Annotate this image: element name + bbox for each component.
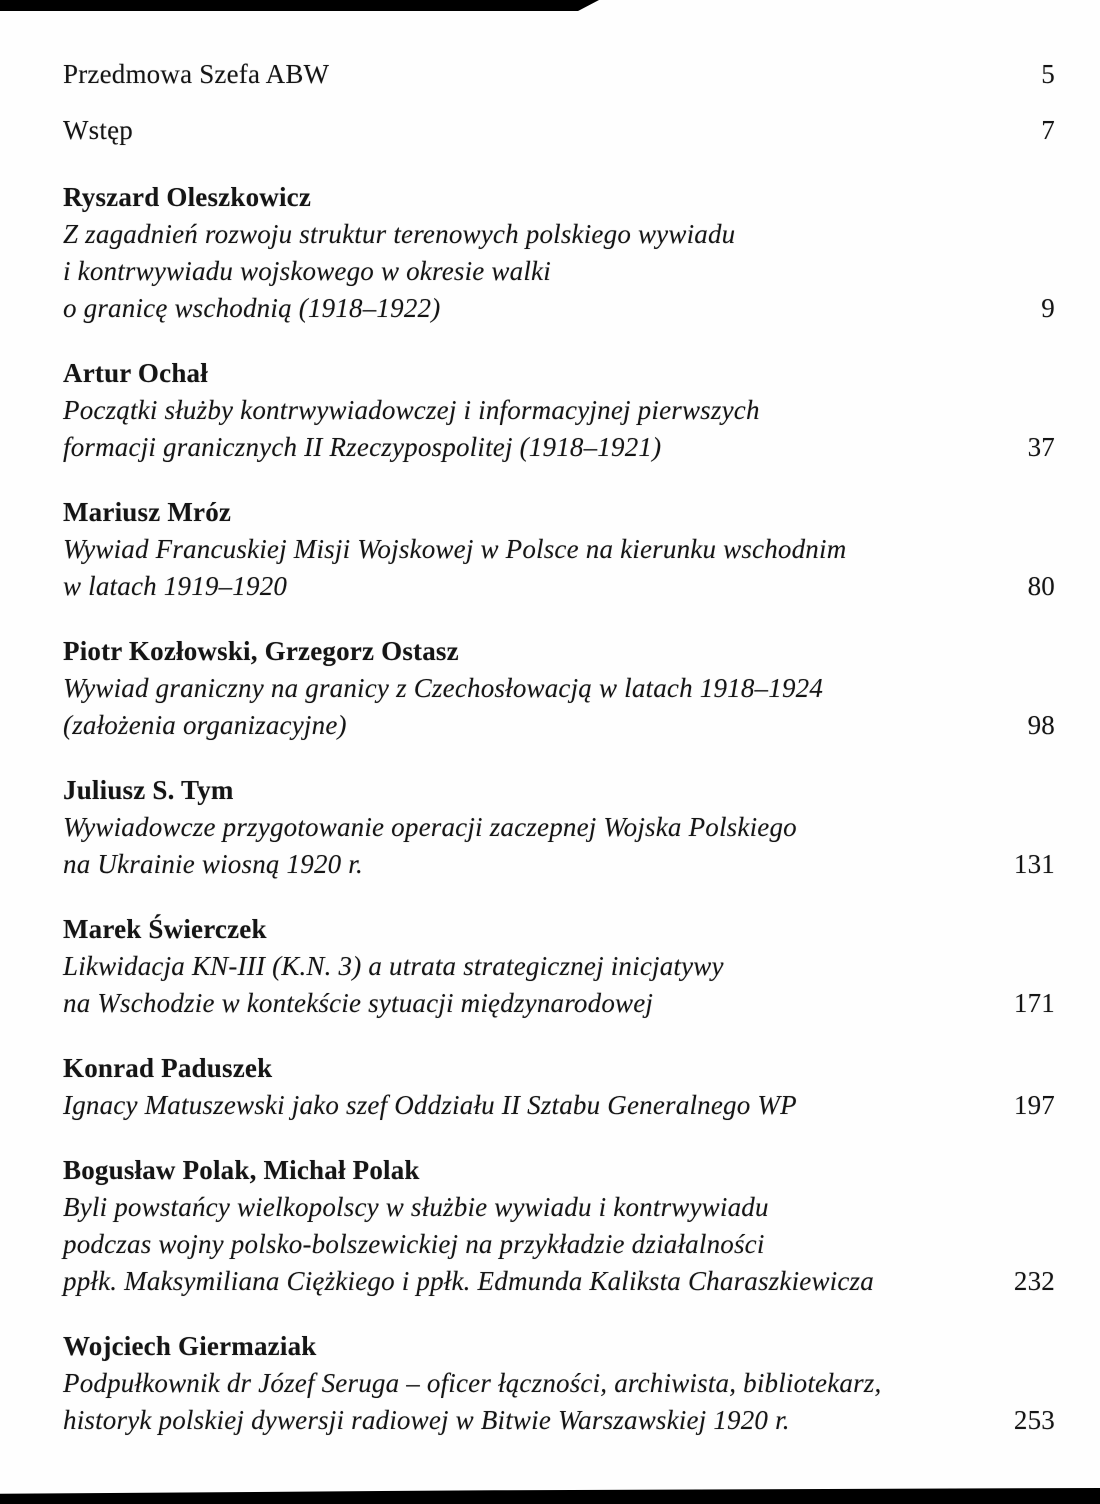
entry-title-line: [63, 1402, 1055, 1439]
toc-entry: [63, 633, 1055, 744]
front-matter-row: [63, 112, 1055, 149]
scan-artifact-bottom-bar: [0, 1488, 1100, 1504]
page-number: 232: [1013, 1266, 1055, 1296]
entry-title-line: [63, 670, 1055, 707]
entry-authors: Konrad Paduszek: [63, 1053, 273, 1083]
entry-title-line: [63, 216, 1055, 253]
entry-title-text: formacji granicznych II Rzeczypospolitej (1918–1921): [63, 432, 662, 462]
entry-authors: Ryszard Oleszkowicz: [63, 182, 312, 212]
page-number: 80: [1027, 571, 1055, 601]
entry-authors: Piotr Kozłowski, Grzegorz Ostasz: [63, 636, 459, 666]
page-number: 9: [1041, 293, 1055, 323]
entry-authors: Mariusz Mróz: [63, 497, 232, 527]
entry-authors: Artur Ochał: [63, 358, 208, 388]
entry-title-line: [63, 1226, 1055, 1263]
page-number: 253: [1013, 1405, 1055, 1435]
entry-title-line: [63, 290, 1055, 327]
toc-entry: [63, 911, 1055, 1022]
entry-title-text: na Ukrainie wiosną 1920 r.: [63, 849, 363, 879]
articles-section: [63, 179, 1055, 1439]
entry-title-text: o granicę wschodnią (1918–1922): [63, 293, 441, 323]
entry-title-line: [63, 948, 1055, 985]
entry-title-text: na Wschodzie w kontekście sytuacji międzynarodowej: [63, 988, 654, 1018]
entry-title-line: [63, 707, 1055, 744]
entry-title-text: (założenia organizacyjne): [63, 710, 347, 740]
entry-title-line: [63, 568, 1055, 605]
entry-title-line: [63, 1263, 1055, 1300]
entry-title-line: [63, 1189, 1055, 1226]
toc-entry: [63, 1328, 1055, 1439]
front-matter-label: Wstęp: [63, 115, 133, 145]
entry-title-text: Wywiad graniczny na granicy z Czechosłowacją w latach 1918–1924: [63, 673, 824, 703]
front-matter-row: [63, 56, 1055, 93]
page-number: 98: [1027, 710, 1055, 740]
page-number: 37: [1027, 432, 1055, 462]
entry-title-text: Ignacy Matuszewski jako szef Oddziału II Sztabu Generalnego WP: [63, 1090, 797, 1120]
entry-title-line: [63, 392, 1055, 429]
entry-authors: Bogusław Polak, Michał Polak: [63, 1155, 420, 1185]
entry-title-text: Podpułkownik dr Józef Seruga – oficer łączności, archiwista, bibliotekarz,: [63, 1368, 882, 1398]
entry-title-line: [63, 1087, 1055, 1124]
entry-title-text: w latach 1919–1920: [63, 571, 288, 601]
entry-title-line: [63, 429, 1055, 466]
entry-authors: Juliusz S. Tym: [63, 775, 234, 805]
page-number: 171: [1013, 988, 1055, 1018]
entry-title-line: [63, 809, 1055, 846]
toc-entry: [63, 179, 1055, 327]
toc-entry: [63, 494, 1055, 605]
entry-title-line: [63, 1365, 1055, 1402]
entry-title-text: Wywiad Francuskiej Misji Wojskowej w Polsce na kierunku wschodnim: [63, 534, 847, 564]
entry-authors: Wojciech Giermaziak: [63, 1331, 317, 1361]
front-matter-label: Przedmowa Szefa ABW: [63, 59, 330, 89]
entry-title-line: [63, 253, 1055, 290]
front-matter-section: [63, 56, 1055, 149]
page-number: 131: [1013, 849, 1055, 879]
entry-title-text: historyk polskiej dywersji radiowej w Bitwie Warszawskiej 1920 r.: [63, 1405, 790, 1435]
entry-title-text: Wywiadowcze przygotowanie operacji zaczepnej Wojska Polskiego: [63, 812, 797, 842]
toc-entry: [63, 355, 1055, 466]
page-number: 197: [1013, 1090, 1055, 1120]
entry-title-text: podczas wojny polsko-bolszewickiej na przykładzie działalności: [63, 1229, 765, 1259]
entry-title-line: [63, 985, 1055, 1022]
entry-title-text: i kontrwywiadu wojskowego w okresie walki: [63, 256, 551, 286]
toc-entry: [63, 1050, 1055, 1124]
page-number: 5: [1041, 59, 1055, 89]
page-number: 7: [1041, 115, 1055, 145]
toc-entry: [63, 772, 1055, 883]
entry-title-text: Z zagadnień rozwoju struktur terenowych polskiego wywiadu: [63, 219, 736, 249]
toc-entry: [63, 1152, 1055, 1300]
entry-title-line: [63, 846, 1055, 883]
entry-title-text: Początki służby kontrwywiadowczej i informacyjnej pierwszych: [63, 395, 760, 425]
scan-artifact-top-bar: [0, 0, 599, 11]
entry-title-text: Likwidacja KN-III (K.N. 3) a utrata strategicznej inicjatywy: [63, 951, 724, 981]
entry-title-text: Byli powstańcy wielkopolscy w służbie wywiadu i kontrwywiadu: [63, 1192, 769, 1222]
entry-title-line: [63, 531, 1055, 568]
table-of-contents: [63, 56, 1055, 1467]
entry-authors: Marek Świerczek: [63, 914, 267, 944]
entry-title-text: ppłk. Maksymiliana Ciężkiego i ppłk. Edmunda Kaliksta Charaszkiewicza: [63, 1266, 874, 1296]
